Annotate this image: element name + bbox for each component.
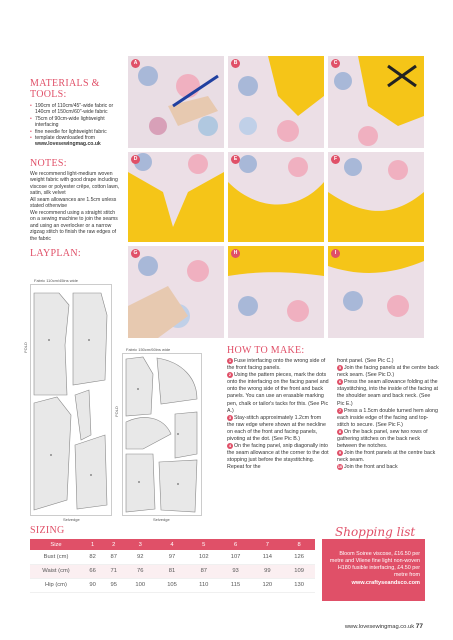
left-column [30,78,120,259]
list-item: • 75cm of 90cm-wide lightweight interfacing [30,116,120,129]
photo-label: D [131,155,140,164]
notes-text: We recommend light-medium woven weight fabric with good drape including viscose or polyester crêpe, cotton lawn, satin, silk velvet All seam allowances are 1.5cm unless stated otherwise We recommend using a straight stitch on a sewing machine to join the seams and using an overlocker or a narrow zigzag stitch to finish the raw edges of the fabric [30,170,120,242]
photo-label: H [231,249,240,258]
photo-label: E [231,155,240,164]
step-number: 7 [338,407,342,413]
photo-label: F [331,155,340,164]
step-number: 6 [338,379,342,385]
step-photo-e [228,152,324,242]
fold-label: FOLD [22,342,28,353]
step-number: 2 [228,372,232,378]
table-row: Bust (cm) 82 87 92 97 102 107 114 126 [30,550,315,564]
materials-title: MATERIALS & TOOLS: [30,78,100,100]
step-text: Press the seam allowance folding at the staystitching, into the inside of the facing at the shoulder seam and back neck. (See Pic E.) [337,379,438,407]
how-column-2 [337,358,439,472]
materials-list [30,103,120,141]
step-photo-f [328,152,424,242]
step-number: 3 [228,414,232,420]
fabric-photo [128,152,224,242]
shopping-url[interactable]: www.craftyseandsco.com [351,580,420,586]
fabric-photo [328,246,424,338]
table-row: Hip (cm) 90 95 100 105 110 115 120 130 [30,578,315,592]
layplan-110 [22,278,112,522]
list-item: • template downloaded from [30,135,120,141]
step-text: Join the facing panels at the centre back neck seam. (See Pic D.) [337,365,439,379]
step-number: 1 [228,358,232,363]
page-footer [345,623,423,630]
how-to-make [227,345,439,472]
list-item: • 190cm of 110cm/45"-wide fabric or 140cm of 150cm/60"-wide fabric [30,103,120,116]
step-photo-i [328,246,424,338]
materials-url: www.lovesewingmag.co.uk [35,141,101,148]
fabric-photo [228,152,324,242]
fabric-photo [328,152,424,242]
step-photo-g [128,246,224,338]
layplan-pieces [123,354,201,515]
step-photo-c [328,56,424,148]
photo-label: A [131,59,140,68]
fabric-photo [228,246,324,338]
step-text: Join the front panels at the centre back neck seam. [337,450,436,464]
step-text: On the back panel, sew two rows of gathering stitches on the back neck between the notches. [337,428,428,450]
fabric-photo [328,56,424,148]
sizing-table [30,539,315,593]
step-photo-b [228,56,324,148]
fabric-photo [128,246,224,338]
step-number: 8 [338,428,342,434]
how-title: HOW TO MAKE: [227,345,305,356]
sizing-title: SIZING [30,525,65,536]
selvedge-label: Selvedge [153,517,170,522]
step-number: 5 [338,365,342,371]
photo-label: B [231,59,240,68]
step-text: Stay-stitch approximately 1.2cm from the raw edge where shown at the neckline on each of the front and facing panels, pivoting at the dot. (See Pic B.) [227,414,326,443]
step-photo-a [128,56,224,148]
fabric-photo [128,56,224,148]
layplan-title: LAYPLAN: [30,248,81,260]
step-number: 10 [337,464,343,470]
step-photo-h [228,246,324,338]
step-photo-d [128,152,224,242]
photo-label: G [131,249,140,258]
shopping-text: Bloom Soiree viscose, £16.50 per metre and Vilene fine light non-woven H180 fusible interfacing, £4.50 per metre from [329,551,420,578]
notes-title: NOTES: [30,157,67,169]
step-text: Fuse interfacing onto the wrong side of the front facing panels. [227,358,326,372]
layplan-fabric-label: Fabric 150cm/60ins wide [126,347,171,352]
step-number: 9 [338,450,342,456]
step-text: Press a 1.5cm double turned hem along each inside edge of the facing and top-stitch to secure. (See Pic F.) [337,407,438,428]
footer-url[interactable]: www.lovesewingmag.co.uk [344,624,415,630]
list-item: • fine needle for lightweight fabric [30,129,120,135]
photo-label: I [331,249,340,258]
step-number: 4 [228,443,232,449]
shopping-list-box [322,539,425,601]
shopping-title: Shopping list [335,525,416,539]
layplan-pieces [31,285,111,515]
table-header: Size 1 2 3 4 5 6 7 8 [30,539,315,550]
layplan-fabric-label: Fabric 110cm/45ins wide [34,278,78,283]
fold-label: FOLD [113,406,119,417]
how-column-1 [227,358,329,472]
step-text: On the facing panel, snip diagonally into the seam allowance at the corner to the dot stopping just before the staystitching. Repeat for the [227,443,329,471]
layplan-150 [113,347,202,522]
page-number: 77 [415,623,423,630]
fabric-photo [228,56,324,148]
step-text: front panel. (See Pic C.) [337,358,394,364]
step-text: Using the pattern pieces, mark the dots onto the interfacing on the facing panel and onto the wrong side of the front and back panels. You can use an erasable marking pen, chalk or tailor's tacks for this. (See Pic A.) [227,372,329,414]
step-text: Join the front and back [344,464,398,471]
selvedge-label: Selvedge [63,517,80,522]
photo-label: C [331,59,340,68]
table-row: Waist (cm) 66 71 76 81 87 93 99 109 [30,564,315,578]
